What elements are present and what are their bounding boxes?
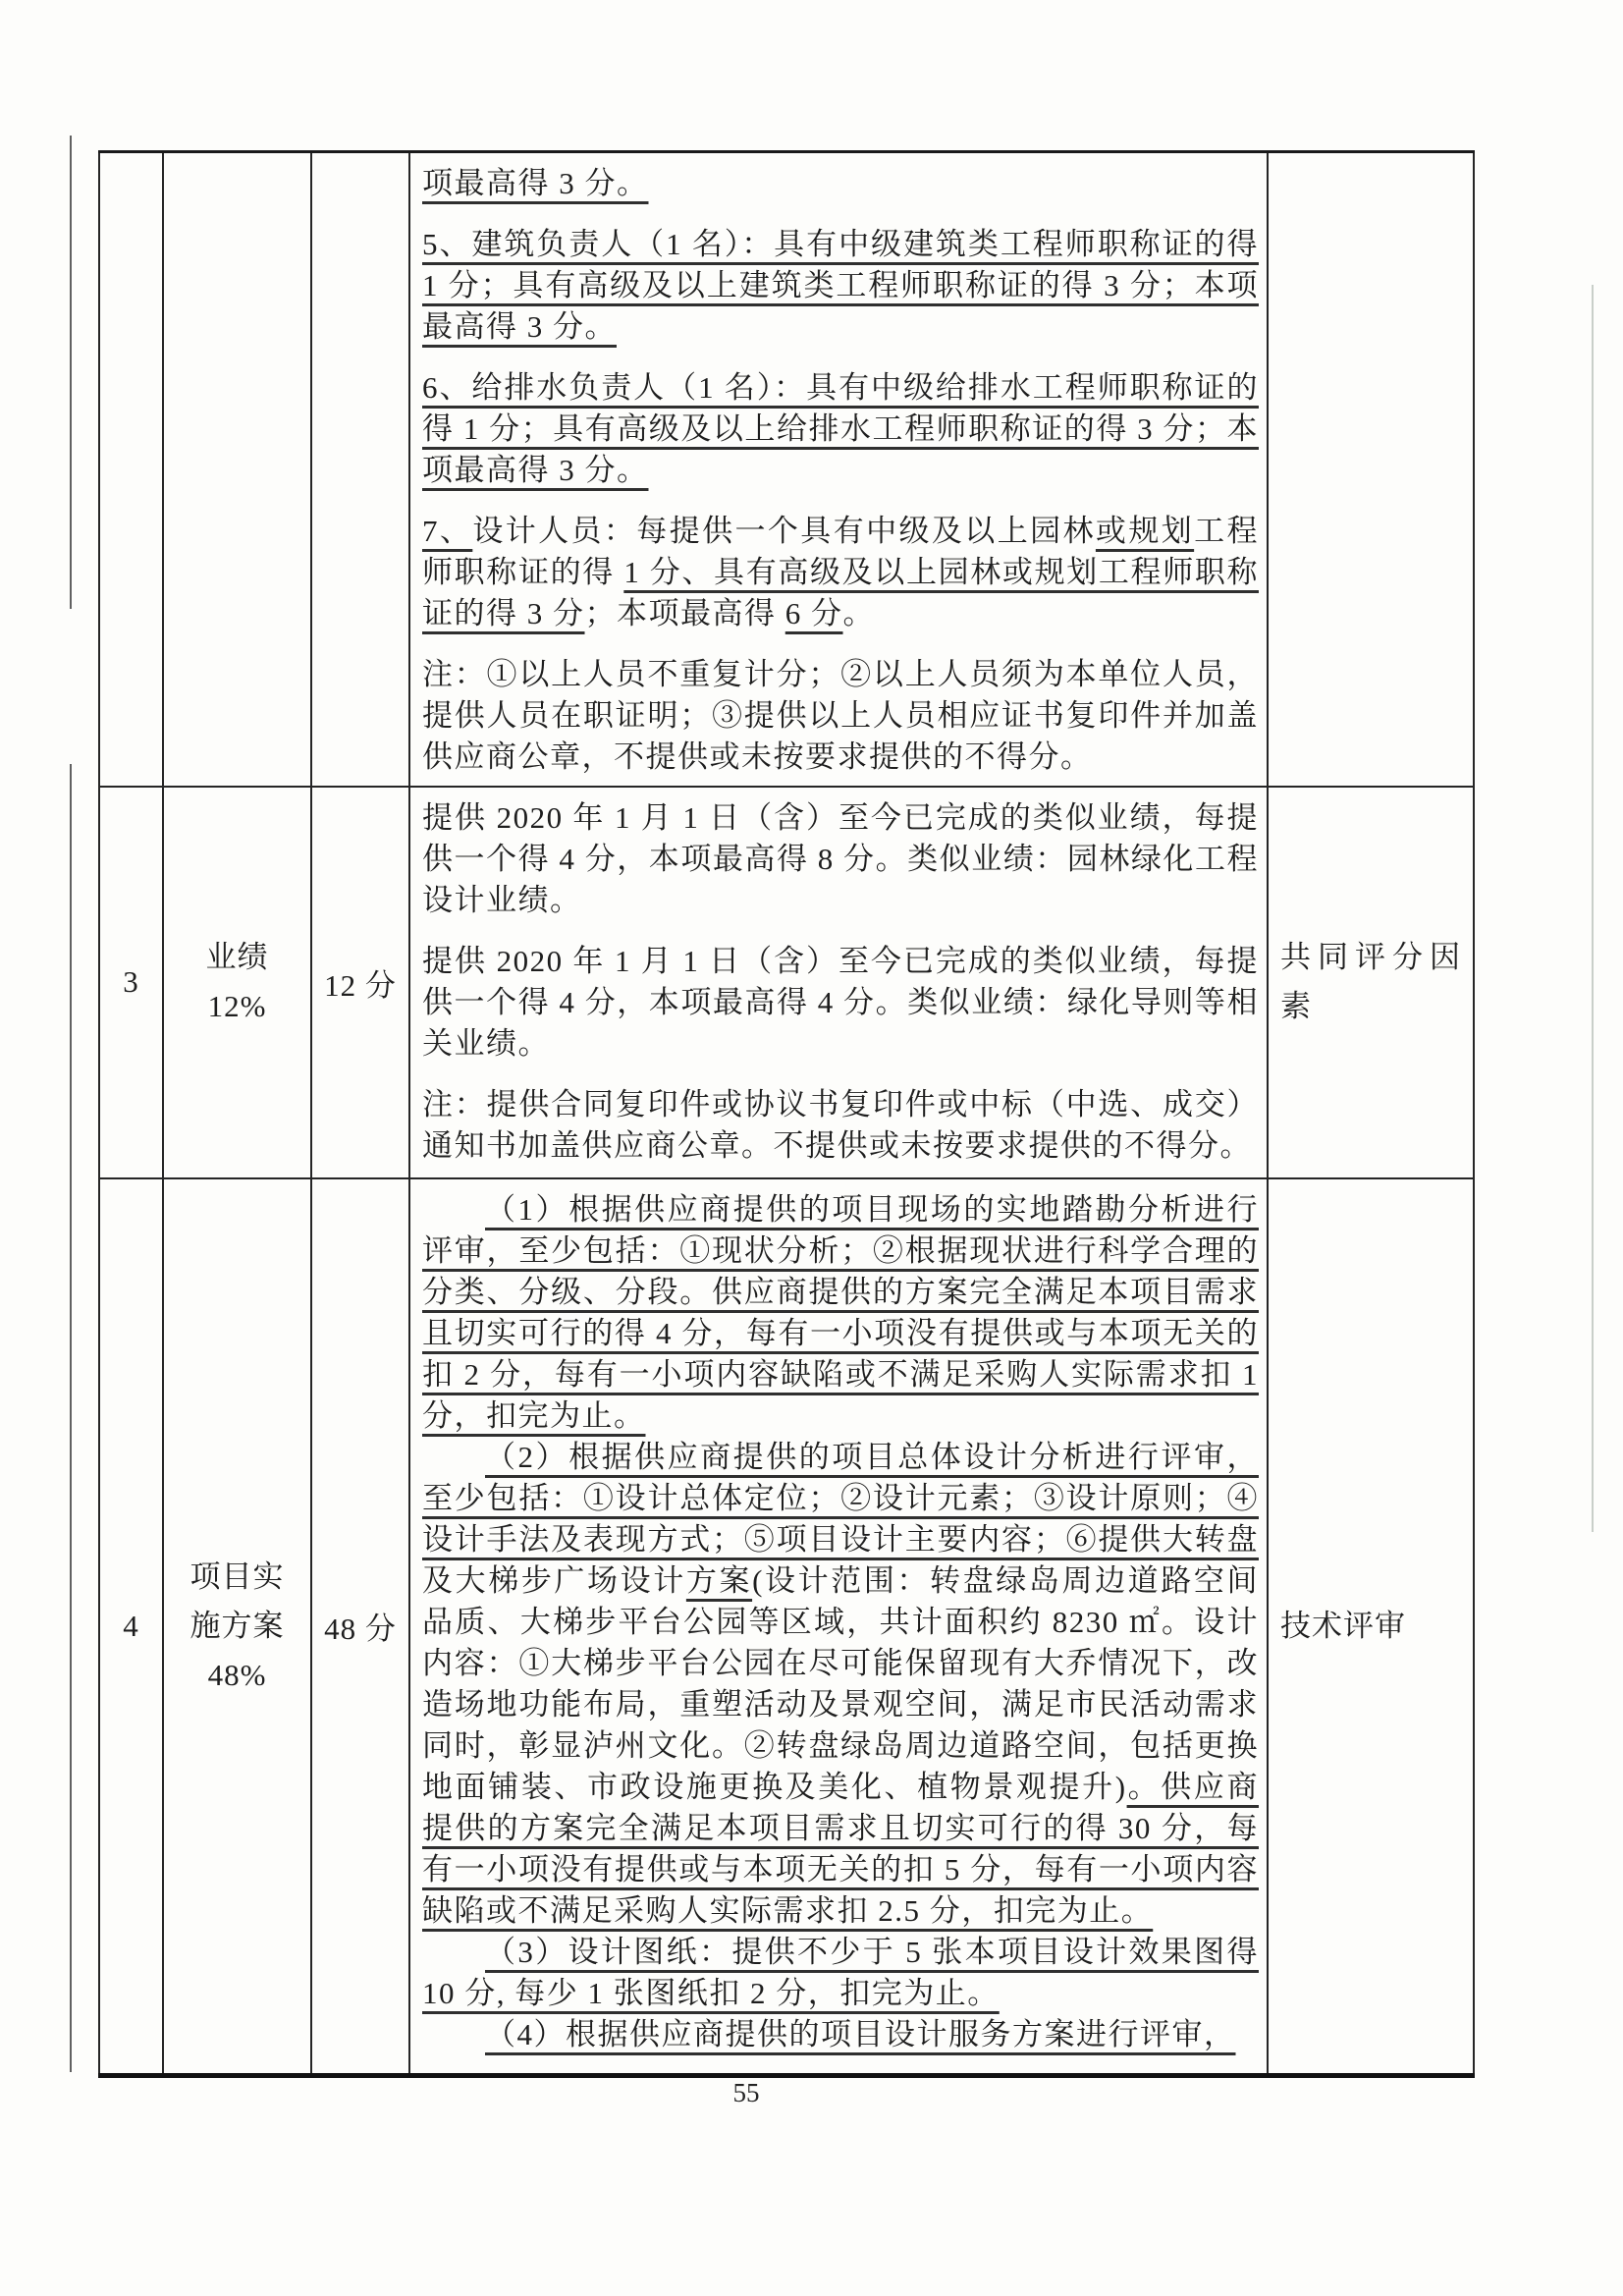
text-line: 48% [207, 1657, 267, 1692]
criteria-paragraph: 7、设计人员：每提供一个具有中级及以上园林或规划工程师职称证的得 1 分、具有高级及以上园林或规划工程师职称证的得 3 分；本项最高得 6 分。 [422, 514, 1260, 630]
scan-fold-line [70, 764, 72, 2072]
factor-name-text [164, 933, 310, 1031]
cell-criteria [409, 787, 1268, 1178]
evaluation-criteria-table [98, 150, 1475, 2078]
cell-factor-name [163, 152, 311, 787]
scan-edge-line [1592, 285, 1594, 1532]
criteria-paragraph: 提供 2020 年 1 月 1 日（含）至今已完成的类似业绩，每提供一个得 4 分，本项最高得 4 分。类似业绩：绿化导则等相关业绩。 [422, 943, 1259, 1061]
text-line: 12% [207, 989, 267, 1023]
criteria-paragraph: 项最高得 3 分。 [422, 166, 649, 200]
cell-criteria [409, 152, 1268, 787]
factor-name-text [164, 1553, 310, 1700]
cell-factor-name [163, 1178, 311, 2076]
criteria-paragraph: （4）根据供应商提供的项目设计服务方案进行评审， [485, 2016, 1236, 2051]
text-line: 施方案 [189, 1608, 285, 1643]
cell-criteria [409, 1178, 1268, 2076]
cell-score: 12 分 [311, 787, 409, 1178]
table-row-implementation-plan [99, 1178, 1474, 2076]
criteria-paragraph: 注：①以上人员不重复计分；②以上人员须为本单位人员，提供人员在职证明；③提供以上人员相应证书复印件并加盖供应商公章，不提供或未按要求提供的不得分。 [422, 657, 1259, 774]
cell-serial: 3 [99, 787, 163, 1178]
cell-score [311, 152, 409, 787]
remark-text: 技术评审 [1280, 1608, 1406, 1643]
cell-remark [1268, 787, 1474, 1178]
criteria-paragraph: 提供 2020 年 1 月 1 日（含）至今已完成的类似业绩，每提供一个得 4 分，本项最高得 8 分。类似业绩：园林绿化工程设计业绩。 [422, 799, 1259, 917]
criteria-text [410, 153, 1267, 778]
criteria-paragraph: （2）根据供应商提供的项目总体设计分析进行评审，至少包括：①设计总体定位；②设计元素；③设计原则；④设计手法及表现方式；⑤项目设计主要内容；⑥提供大转盘及大梯步广场设计方案(设计范围：转盘绿岛周边道路空间品质、大梯步平台公园等区域，共计面积约 8230 ㎡。设计内容：①大梯步平台公园在尽可能保留现有大乔情况下，改造场地功能布局，重塑活动及景观空间，满足市民活动需求同时，彰显泸州文化。②转盘绿岛周边道路空间，包括更换地面铺装、市政设施更换及美化、植物景观提升)。供应商提供的方案完全满足本项目需求且切实可行的得 30 分，每有一小项没有提供或与本项无关的扣 5 分，每有一小项内容缺陷或不满足采购人实际需求扣 2.5 分，扣完为止。 [422, 1439, 1260, 1928]
criteria-paragraph: （1）根据供应商提供的项目现场的实地踏勘分析进行评审，至少包括：①现状分析；②根据现状进行科学合理的分类、分级、分段。供应商提供的方案完全满足本项目需求且切实可行的得 4 分，每有一小项没有提供或与本项无关的扣 2 分，每有一小项内容缺陷或不满足采购人实际需求扣 1 分，扣完为止。 [422, 1191, 1259, 1433]
criteria-paragraph: 6、给排水负责人（1 名）：具有中级给排水工程师职称证的得 1 分；具有高级及以上给排水工程师职称证的得 3 分；本项最高得 3 分。 [422, 370, 1259, 487]
page-number: 55 [732, 2078, 760, 2107]
criteria-text [410, 1179, 1267, 2055]
criteria-text [410, 788, 1267, 1167]
remark-text: 共同评分因素 [1280, 940, 1461, 1023]
cell-remark [1268, 1178, 1474, 2076]
criteria-paragraph: 注：提供合同复印件或协议书复印件或中标（中选、成交）通知书加盖供应商公章。不提供或未按要求提供的不得分。 [422, 1086, 1259, 1163]
criteria-paragraph: 5、建筑负责人（1 名）：具有中级建筑类工程师职称证的得 1 分；具有高级及以上建筑类工程师职称证的得 3 分；本项最高得 3 分。 [422, 227, 1259, 344]
table-row-performance [99, 787, 1474, 1178]
scan-fold-line [70, 136, 72, 609]
cell-score: 48 分 [311, 1178, 409, 2076]
table-row-continuation [99, 152, 1474, 787]
cell-remark [1268, 152, 1474, 787]
cell-factor-name [163, 787, 311, 1178]
text-line: 业绩 [205, 940, 269, 974]
text-line: 项目实 [189, 1558, 285, 1594]
cell-serial: 4 [99, 1178, 163, 2076]
criteria-paragraph: （3）设计图纸：提供不少于 5 张本项目设计效果图得 10 分, 每少 1 张图纸扣 2 分，扣完为止。 [422, 1934, 1259, 2010]
cell-serial [99, 152, 163, 787]
